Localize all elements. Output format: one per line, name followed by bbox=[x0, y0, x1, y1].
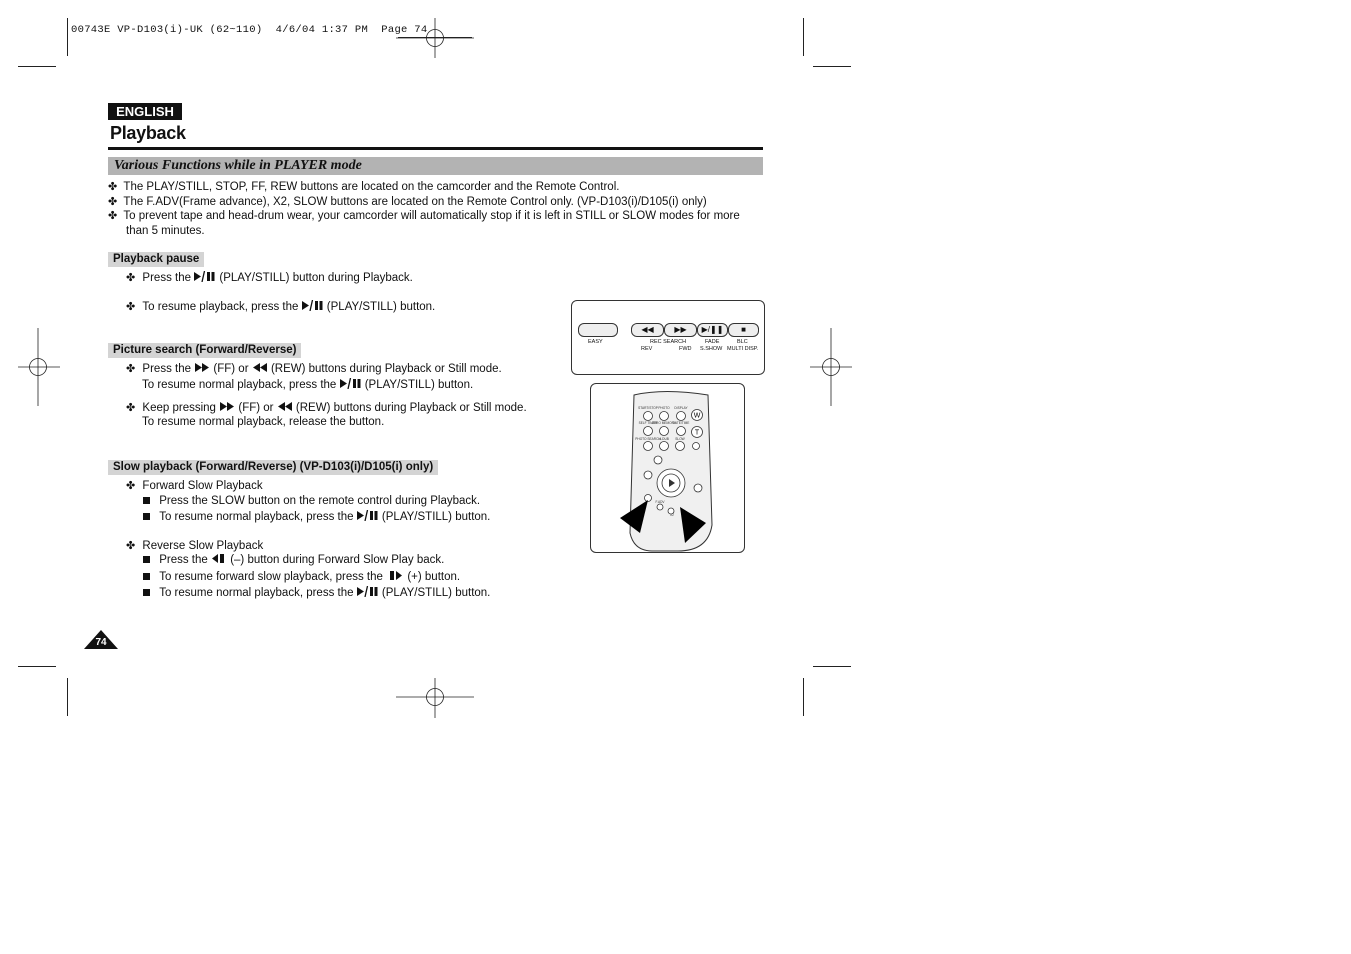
rewind-icon bbox=[277, 401, 293, 412]
fade-label: FADE bbox=[705, 339, 720, 345]
zoom-t-label: T bbox=[694, 429, 700, 437]
rewind-icon bbox=[252, 362, 268, 373]
frame-advance-icon bbox=[386, 570, 404, 581]
instruction-line: To resume normal playback, press the (PLAY/STILL) button. bbox=[142, 379, 474, 391]
easy-button bbox=[578, 323, 618, 337]
subsection-heading: Picture search (Forward/Reverse) bbox=[108, 343, 301, 358]
cross-bullet-icon: ✤ bbox=[108, 196, 118, 208]
square-bullet-icon bbox=[143, 573, 150, 580]
remote-label: DATE/TIME bbox=[672, 421, 690, 425]
intro-bullet: ✤ To prevent tape and head-drum wear, your camcorder will automatically stop if it is left in STILL or SLOW modes for more bbox=[108, 210, 740, 222]
title-rule bbox=[108, 147, 763, 150]
play-still-icon bbox=[194, 271, 216, 282]
remote-label: PHOTO SEARCH bbox=[635, 437, 661, 441]
remote-label: DISPLAY bbox=[674, 406, 688, 410]
fwd-label: FWD bbox=[679, 346, 692, 352]
rewind-button: ◀◀ bbox=[631, 323, 664, 337]
fast-forward-button: ▶▶ bbox=[664, 323, 697, 337]
fast-forward-icon bbox=[219, 401, 235, 412]
cross-bullet-icon: ✤ bbox=[126, 480, 136, 492]
square-bullet-icon bbox=[143, 513, 150, 520]
fast-forward-icon bbox=[194, 362, 210, 373]
stop-button: ■ bbox=[728, 323, 759, 337]
cross-bullet-icon: ✤ bbox=[126, 363, 136, 375]
cross-bullet-icon: ✤ bbox=[126, 301, 136, 313]
play-still-icon bbox=[340, 378, 362, 389]
remote-label: X2 bbox=[670, 513, 674, 517]
play-still-icon bbox=[357, 586, 379, 597]
page-number-badge bbox=[84, 628, 119, 650]
easy-label: EASY bbox=[588, 339, 603, 345]
instruction-line: ✤ Keep pressing (FF) or (REW) buttons during Playback or Still mode. bbox=[126, 402, 527, 414]
header-underline bbox=[398, 37, 472, 38]
subsection-heading: Playback pause bbox=[108, 252, 204, 267]
instruction-line: ✤ To resume playback, press the (PLAY/STILL) button. bbox=[126, 301, 436, 313]
language-badge: ENGLISH bbox=[108, 103, 182, 120]
remote-label: SELF TIMER bbox=[638, 421, 658, 425]
instruction-line: Press the (–) button during Forward Slow Play back. bbox=[143, 553, 444, 568]
zoom-w-label: W bbox=[693, 412, 701, 420]
cross-bullet-icon: ✤ bbox=[126, 402, 136, 414]
instruction-line: To resume forward slow playback, press the (+) button. bbox=[143, 570, 460, 585]
crop-mark bbox=[67, 678, 68, 716]
cross-bullet-icon: ✤ bbox=[126, 540, 136, 552]
rev-label: REV bbox=[641, 346, 653, 352]
registration-mark-icon bbox=[18, 328, 60, 406]
registration-mark-icon bbox=[810, 328, 852, 406]
instruction-line: Press the SLOW button on the remote control during Playback. bbox=[143, 494, 480, 509]
crop-mark bbox=[813, 66, 851, 67]
crop-mark bbox=[67, 18, 68, 56]
remote-label: SLOW bbox=[675, 437, 685, 441]
cross-bullet-icon: ✤ bbox=[108, 210, 118, 222]
instruction-line: To resume normal playback, press the (PLAY/STILL) button. bbox=[143, 510, 490, 525]
registration-mark-icon bbox=[396, 678, 474, 718]
crop-mark bbox=[18, 66, 56, 67]
square-bullet-icon bbox=[143, 497, 150, 504]
crop-mark bbox=[803, 18, 804, 56]
crop-mark bbox=[803, 678, 804, 716]
remote-label: PHOTO bbox=[658, 406, 670, 410]
page-title: Playback bbox=[110, 123, 186, 143]
cross-bullet-icon: ✤ bbox=[108, 181, 118, 193]
intro-bullet-continuation: than 5 minutes. bbox=[126, 225, 205, 237]
play-still-button: ▶/❚❚ bbox=[697, 323, 728, 337]
crop-mark bbox=[18, 666, 56, 667]
remote-label: START/STOP bbox=[638, 406, 658, 410]
instruction-line: ✤ Press the (PLAY/STILL) button during Playback. bbox=[126, 272, 413, 284]
remote-control-illustration bbox=[590, 383, 744, 552]
intro-bullet: ✤ The F.ADV(Frame advance), X2, SLOW buttons are located on the Remote Control only. (VP-D103(i)/D105(i) only) bbox=[108, 196, 707, 208]
play-still-icon bbox=[302, 300, 324, 311]
instruction-line: ✤ Reverse Slow Playback bbox=[126, 540, 264, 552]
subsection-heading: Slow playback (Forward/Reverse) (VP-D103(i)/D105(i) only) bbox=[108, 460, 438, 475]
rec-search-label: REC SEARCH bbox=[650, 339, 687, 345]
instruction-line: ✤ Press the (FF) or (REW) buttons during Playback or Still mode. bbox=[126, 363, 502, 375]
instruction-line: To resume normal playback, release the button. bbox=[142, 416, 385, 428]
print-header: 00743E VP-D103(i)-UK (62~110) 4/6/04 1:37 PM Page 74 bbox=[71, 24, 428, 36]
multi-disp-label: MULTI DISP. bbox=[727, 346, 759, 352]
cross-bullet-icon: ✤ bbox=[126, 272, 136, 284]
remote-label: F.ADV bbox=[655, 500, 665, 504]
remote-label: A.DUB bbox=[659, 437, 669, 441]
blc-label: BLC bbox=[737, 339, 748, 345]
play-still-icon bbox=[357, 510, 379, 521]
section-title: Various Functions while in PLAYER mode bbox=[114, 158, 362, 173]
crop-mark bbox=[813, 666, 851, 667]
page-number: 74 bbox=[95, 637, 107, 648]
square-bullet-icon bbox=[143, 589, 150, 596]
frame-reverse-icon bbox=[211, 553, 227, 564]
instruction-line: To resume normal playback, press the (PLAY/STILL) button. bbox=[143, 586, 490, 601]
instruction-line: ✤ Forward Slow Playback bbox=[126, 480, 263, 492]
camcorder-button-panel bbox=[571, 300, 765, 375]
square-bullet-icon bbox=[143, 556, 150, 563]
intro-bullet: ✤ The PLAY/STILL, STOP, FF, REW buttons are located on the camcorder and the Remote Control. bbox=[108, 181, 620, 193]
sshow-label: S.SHOW bbox=[700, 346, 723, 352]
remote-label: ZERO MEMORY bbox=[651, 421, 677, 425]
